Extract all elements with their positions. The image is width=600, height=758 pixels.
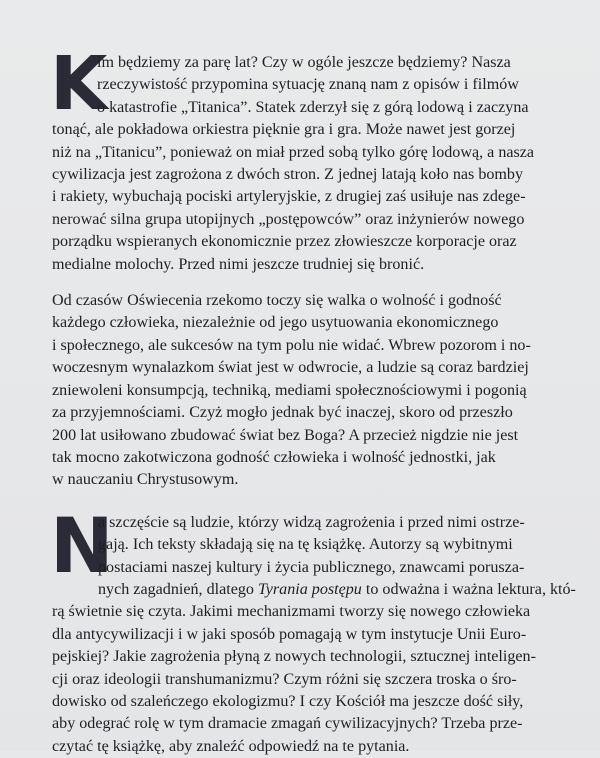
text-line: każdego człowieka, niezależnie od jego usytuowania ekonomicznego xyxy=(52,314,499,332)
book-title: Tyrania postępu xyxy=(257,580,362,598)
dropcap-n: N xyxy=(50,500,114,590)
text-line: im będziemy za parę lat? Czy w ogóle jeszcze będziemy? Nasza xyxy=(97,54,511,71)
text-line: postaciami naszej kultury i życia publicznego, znawcami porusza- xyxy=(98,558,525,576)
text-fragment: nych zagadnień, dlatego xyxy=(98,580,258,598)
text-line: tonąć, ale pokładowa orkiestra pięknie gra i gra. Może nawet jest gorzej xyxy=(52,121,516,139)
text-line: medialne molochy. Przed nimi jeszcze trudniej się bronić. xyxy=(52,255,425,273)
text-line: i społecznego, ale sukcesów na tym polu nie widać. Wbrew pozorom i no- xyxy=(52,336,531,354)
text-fragment: to odważna i ważna lektura, któ- xyxy=(361,580,576,598)
text-line: dla antycywilizacji i w jaki sposób pomagają w tym instytucje Unii Euro- xyxy=(52,625,527,643)
text-line-with-title xyxy=(52,579,576,601)
text-line: i rakiety, wybuchają pociski artyleryjskie, z drugiej zaś usiłuje nas zdege- xyxy=(52,188,526,206)
text-line: Od czasów Oświecenia rzekomo toczy się walka o wolność i godność xyxy=(52,292,502,310)
text-line: niż na „Titanicu”, ponieważ on miał przed sobą tylko górę lodową, a nasza xyxy=(52,143,535,161)
text-line: aby odegrać rolę w tym dramacie zmagań cywilizacyjnych? Trzeba prze- xyxy=(52,715,523,733)
text-line: 200 lat usiłowano zbudować świat bez Boga? A przecież nigdzie nie jest xyxy=(52,426,519,444)
paragraph-1 xyxy=(50,41,562,276)
text-line: cywilizacja jest zagrożona z dwóch stron. Z jednej latają koło nas bomby xyxy=(52,166,524,184)
text-line: za przyjemnościami. Czyż mogło jednak być inaczej, skoro od przeszło xyxy=(52,404,513,422)
text-line: cji oraz ideologii transhumanizmu? Czym różni się szczera troska o śro- xyxy=(52,670,517,688)
text-line: a szczęście są ludzie, którzy widzą zagrożenia i przed nimi ostrze- xyxy=(98,513,525,531)
text-line: tak mocno zakotwiczona godność człowieka i wolność jednostki, jak xyxy=(52,448,496,466)
text-line: rą świetnie się czyta. Jakimi mechanizmami tworzy się nowego człowieka xyxy=(52,603,531,621)
paragraph-3 xyxy=(50,500,576,758)
text-line: o katastrofie „Titanica”. Statek zderzył się z górą lodową i zaczyna xyxy=(97,98,529,116)
text-line: dowisko od szaleńczego ekologizmu? I czy Kościół ma jeszcze dość siły, xyxy=(52,692,524,710)
text-line: rzeczywistość przypomina sytuację znaną nam z opisów i filmów xyxy=(97,76,519,94)
text-line: woczesnym wynalazkom świat jest w odwrocie, a ludzie są coraz bardziej xyxy=(52,359,529,377)
dropcap-k: K xyxy=(50,41,108,127)
text-line: gają. Ich teksty składają się na tę książkę. Autorzy są wybitnymi xyxy=(98,536,513,554)
text-line: czytać tę książkę, aby znaleźć odpowiedź na te pytania. xyxy=(52,737,410,755)
text-line: w nauczaniu Chrystusowym. xyxy=(52,471,239,489)
paragraph-2 xyxy=(52,290,562,492)
text-line: zniewoleni konsumpcją, techniką, mediami społecznościowymi i pogonią xyxy=(52,381,527,399)
text-line: pejskiej? Jakie zagrożenia płyną z nowych technologii, sztucznej inteligen- xyxy=(52,648,536,666)
text-line: nerować silna grupa utopijnych „postępowców” oraz inżynierów nowego xyxy=(52,210,525,228)
text-line: porządku wspieranych ekonomicznie przez złowieszcze korporacje oraz xyxy=(52,233,517,251)
